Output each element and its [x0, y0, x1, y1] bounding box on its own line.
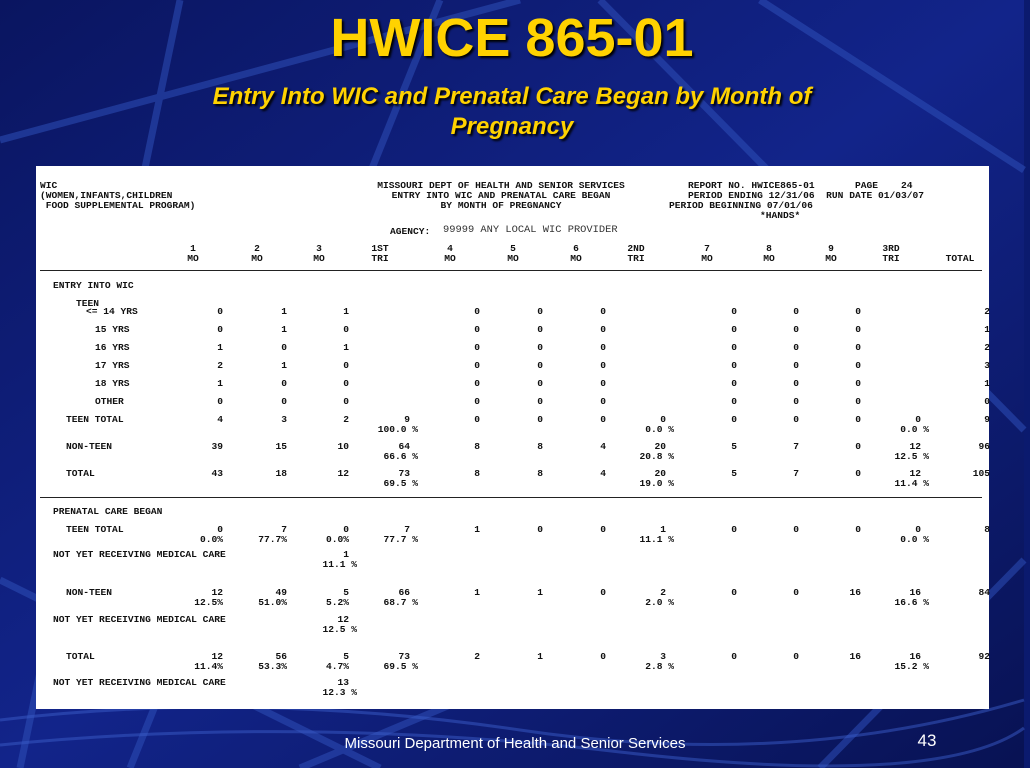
footer-organization: Missouri Department of Health and Senior Services — [344, 735, 686, 752]
table-cell-percent: 0.0 % — [645, 424, 674, 435]
table-cell: 2 — [474, 651, 480, 662]
column-header-top: 7 — [704, 243, 710, 254]
table-cell-percent: 51.0% — [258, 597, 287, 608]
table-cell: 0 — [474, 306, 480, 317]
table-cell: 0 — [600, 306, 606, 317]
table-cell: 0 — [600, 524, 606, 535]
column-header-top: 2ND — [627, 243, 645, 254]
table-cell: 0 — [855, 468, 861, 479]
header-left-line: (WOMEN,INFANTS,CHILDREN — [40, 190, 173, 201]
table-cell: 18 — [275, 468, 287, 479]
table-cell: 0 — [855, 378, 861, 389]
table-cell: 0 — [537, 306, 543, 317]
column-header-top: 2 — [254, 243, 260, 254]
table-cell: 16 — [909, 587, 921, 598]
table-cell: 5 — [731, 468, 737, 479]
table-cell: 66 — [398, 587, 410, 598]
column-header-bottom: MO — [251, 253, 263, 264]
table-cell: 0 — [474, 378, 480, 389]
column-header-bottom: MO — [187, 253, 199, 264]
table-cell: 0 — [343, 360, 349, 371]
table-cell: 3 — [660, 651, 666, 662]
table-cell: 1 — [474, 587, 480, 598]
table-cell: 0 — [731, 342, 737, 353]
table-cell: 3 — [984, 360, 990, 371]
table-cell: 8 — [474, 468, 480, 479]
column-header-top: 9 — [828, 243, 834, 254]
table-cell: 7 — [404, 524, 410, 535]
table-cell: 1 — [217, 378, 223, 389]
column-header-top: 1ST — [371, 243, 389, 254]
table-cell-percent: 0.0% — [325, 534, 349, 545]
table-cell: 0 — [793, 324, 799, 335]
table-cell-percent: 53.3% — [258, 661, 287, 672]
table-cell: 0 — [537, 414, 543, 425]
table-cell: 12 — [909, 441, 921, 452]
table-cell-percent: 69.5 % — [383, 478, 418, 489]
table-cell: 7 — [793, 441, 799, 452]
row-label: 17 YRS — [95, 360, 130, 371]
header-center-line: ENTRY INTO WIC AND PRENATAL CARE BEGAN — [391, 190, 611, 201]
slide-title: HWICE 865-01 — [330, 8, 694, 68]
table-cell: 5 — [343, 651, 349, 662]
table-cell-percent: 2.0 % — [645, 597, 674, 608]
table-cell: 13 — [337, 677, 349, 688]
header-center-line: BY MONTH OF PREGNANCY — [440, 200, 562, 211]
table-cell: 0 — [660, 414, 666, 425]
divider — [40, 270, 982, 271]
section-heading-entry: ENTRY INTO WIC — [53, 280, 134, 291]
table-cell: 5 — [343, 587, 349, 598]
table-cell: 0 — [281, 378, 287, 389]
table-cell: 2 — [984, 342, 990, 353]
table-cell: 0 — [600, 587, 606, 598]
column-header-top: 4 — [447, 243, 453, 254]
table-cell: 64 — [398, 441, 410, 452]
table-cell: 0 — [731, 396, 737, 407]
row-label: NOT YET RECEIVING MEDICAL CARE — [53, 549, 226, 560]
row-label: NON-TEEN — [66, 587, 113, 598]
table-cell-percent: 0.0 % — [900, 534, 929, 545]
section-heading-prenatal: PRENATAL CARE BEGAN — [53, 506, 163, 517]
table-cell: 0 — [793, 651, 799, 662]
table-cell-percent: 4.7% — [325, 661, 349, 672]
table-cell: 0 — [217, 306, 223, 317]
table-cell: 0 — [731, 306, 737, 317]
row-label: TOTAL — [66, 468, 95, 479]
table-cell: 1 — [984, 378, 990, 389]
table-cell: 2 — [660, 587, 666, 598]
table-cell: 0 — [600, 378, 606, 389]
row-label: TEEN TOTAL — [66, 414, 124, 425]
table-cell: 0 — [600, 360, 606, 371]
column-header-bottom: MO — [763, 253, 775, 264]
table-cell: 56 — [275, 651, 287, 662]
table-cell: 12 — [211, 587, 223, 598]
row-label: NOT YET RECEIVING MEDICAL CARE — [53, 677, 226, 688]
table-cell: 1 — [343, 306, 349, 317]
table-cell: 0 — [343, 524, 349, 535]
table-cell: 1 — [343, 342, 349, 353]
table-cell: 5 — [731, 441, 737, 452]
slide-number: 43 — [917, 731, 937, 750]
table-cell: 0 — [537, 324, 543, 335]
row-label: <= 14 YRS — [86, 306, 138, 317]
table-cell: 0 — [537, 378, 543, 389]
table-cell: 0 — [600, 396, 606, 407]
table-cell: 0 — [600, 342, 606, 353]
header-left-line: FOOD SUPPLEMENTAL PROGRAM) — [40, 200, 196, 211]
table-cell: 0 — [474, 414, 480, 425]
table-cell-percent: 11.1 % — [322, 559, 357, 570]
column-header-bottom: MO — [570, 253, 582, 264]
header-right-line: PERIOD BEGINNING 07/01/06 — [669, 200, 813, 211]
table-cell: 2 — [343, 414, 349, 425]
column-header-top: 3 — [316, 243, 322, 254]
table-cell: 39 — [211, 441, 223, 452]
column-header-bottom: MO — [825, 253, 837, 264]
table-cell: 0 — [474, 360, 480, 371]
table-cell-percent: 12.5% — [194, 597, 223, 608]
table-cell: 0 — [793, 396, 799, 407]
table-cell: 20 — [654, 468, 666, 479]
table-cell: 16 — [849, 587, 861, 598]
table-cell: 1 — [984, 324, 990, 335]
column-header-top: 3RD — [882, 243, 900, 254]
table-cell: 4 — [217, 414, 223, 425]
table-cell: 73 — [398, 651, 410, 662]
header-center-line: MISSOURI DEPT OF HEALTH AND SENIOR SERVICES — [377, 180, 625, 191]
table-cell: 73 — [398, 468, 410, 479]
table-cell-percent: 12.3 % — [322, 687, 357, 698]
report-printout — [36, 166, 989, 709]
table-cell: 0 — [731, 524, 737, 535]
table-cell: 10 — [337, 441, 349, 452]
table-cell-percent: 2.8 % — [645, 661, 674, 672]
table-cell: 1 — [281, 306, 287, 317]
header-right-line: REPORT NO. HWICE865-01 PAGE 24 — [688, 180, 913, 191]
slide-subtitle — [0, 82, 1024, 142]
table-cell: 1 — [474, 524, 480, 535]
table-cell: 16 — [909, 651, 921, 662]
table-cell-percent: 12.5 % — [322, 624, 357, 635]
table-cell: 92 — [978, 651, 990, 662]
subtitle-line-2: Pregnancy — [450, 113, 574, 140]
table-cell: 12 — [337, 468, 349, 479]
agency-value: 99999 ANY LOCAL WIC PROVIDER — [443, 224, 618, 236]
table-cell: 0 — [600, 651, 606, 662]
agency-label: AGENCY: — [390, 226, 431, 237]
table-cell-percent: 11.4% — [194, 661, 223, 672]
table-cell: 0 — [793, 414, 799, 425]
table-cell: 1 — [281, 324, 287, 335]
table-cell: 12 — [337, 614, 349, 625]
table-cell: 1 — [343, 549, 349, 560]
table-cell: 84 — [978, 587, 990, 598]
table-cell: 0 — [793, 342, 799, 353]
table-cell: 12 — [909, 468, 921, 479]
table-cell-percent: 11.4 % — [894, 478, 929, 489]
table-cell-percent: 19.0 % — [639, 478, 674, 489]
divider — [40, 497, 982, 498]
table-cell: 0 — [855, 342, 861, 353]
header-right-line: *HANDS* — [760, 210, 801, 221]
table-cell: 1 — [217, 342, 223, 353]
table-cell: 0 — [855, 414, 861, 425]
table-cell: 0 — [731, 360, 737, 371]
column-header-bottom: MO — [313, 253, 325, 264]
table-cell-percent: 66.6 % — [383, 451, 418, 462]
row-label: OTHER — [95, 396, 124, 407]
column-header-bottom: MO — [701, 253, 713, 264]
table-cell: 1 — [537, 651, 543, 662]
table-cell-percent: 20.8 % — [639, 451, 674, 462]
table-cell: 2 — [217, 360, 223, 371]
row-label: TOTAL — [66, 651, 95, 662]
table-cell: 15 — [275, 441, 287, 452]
table-cell: 8 — [537, 441, 543, 452]
table-cell: 1 — [660, 524, 666, 535]
table-cell: 16 — [849, 651, 861, 662]
table-cell-percent: 77.7 % — [383, 534, 418, 545]
table-cell: 0 — [793, 587, 799, 598]
table-cell: 9 — [404, 414, 410, 425]
column-header-top: 8 — [766, 243, 772, 254]
column-header-top: 5 — [510, 243, 516, 254]
column-header-top: 6 — [573, 243, 579, 254]
row-label: TEEN TOTAL — [66, 524, 124, 535]
column-header-top: 1 — [190, 243, 196, 254]
column-header-bottom: MO — [507, 253, 519, 264]
table-cell: 1 — [281, 360, 287, 371]
table-cell-percent: 69.5 % — [383, 661, 418, 672]
row-label: NOT YET RECEIVING MEDICAL CARE — [53, 614, 226, 625]
table-cell: 0 — [731, 414, 737, 425]
table-cell: 0 — [793, 378, 799, 389]
table-cell-percent: 77.7% — [258, 534, 287, 545]
table-cell: 0 — [855, 306, 861, 317]
table-cell: 0 — [855, 396, 861, 407]
column-header-bottom: TOTAL — [945, 253, 975, 264]
table-cell: 0 — [855, 360, 861, 371]
row-label: NON-TEEN — [66, 441, 113, 452]
table-cell: 7 — [281, 524, 287, 535]
table-cell: 0 — [731, 378, 737, 389]
table-cell-percent: 15.2 % — [894, 661, 929, 672]
table-cell-percent: 0.0% — [199, 534, 223, 545]
table-cell: 0 — [217, 396, 223, 407]
table-cell: 9 — [984, 414, 990, 425]
table-cell: 12 — [211, 651, 223, 662]
table-cell: 4 — [600, 468, 606, 479]
table-cell: 0 — [537, 396, 543, 407]
table-cell: 0 — [600, 414, 606, 425]
table-cell: 96 — [978, 441, 990, 452]
table-cell: 43 — [211, 468, 223, 479]
table-cell: 0 — [984, 396, 990, 407]
table-cell: 0 — [731, 587, 737, 598]
table-cell: 8 — [537, 468, 543, 479]
table-cell: 105 — [972, 468, 990, 479]
table-cell: 0 — [537, 342, 543, 353]
table-cell: 0 — [855, 441, 861, 452]
row-label: 16 YRS — [95, 342, 130, 353]
header-left-line: WIC — [40, 180, 58, 191]
table-cell: 0 — [793, 306, 799, 317]
table-cell-percent: 5.2% — [325, 597, 349, 608]
table-cell: 0 — [793, 524, 799, 535]
table-cell: 49 — [275, 587, 287, 598]
table-cell: 0 — [474, 396, 480, 407]
table-cell: 0 — [537, 360, 543, 371]
table-cell-percent: 100.0 % — [377, 424, 418, 435]
table-cell: 0 — [217, 524, 223, 535]
header-right-line: PERIOD ENDING 12/31/06 RUN DATE 01/03/07 — [688, 190, 925, 201]
table-cell-percent: 11.1 % — [639, 534, 674, 545]
table-cell: 0 — [281, 342, 287, 353]
table-cell: 0 — [731, 324, 737, 335]
subtitle-line-1: Entry Into WIC and Prenatal Care Began by Month of — [212, 83, 812, 110]
table-cell: 1 — [537, 587, 543, 598]
column-header-bottom: MO — [444, 253, 456, 264]
table-cell-percent: 12.5 % — [894, 451, 929, 462]
table-cell: 0 — [343, 396, 349, 407]
table-cell: 2 — [984, 306, 990, 317]
row-label: 18 YRS — [95, 378, 130, 389]
table-cell: 0 — [343, 324, 349, 335]
table-cell: 0 — [343, 378, 349, 389]
group-label-teen: TEEN — [76, 298, 100, 309]
table-cell: 0 — [855, 324, 861, 335]
table-cell: 0 — [537, 524, 543, 535]
column-header-bottom: TRI — [882, 253, 900, 264]
table-cell: 0 — [915, 524, 921, 535]
table-cell-percent: 0.0 % — [900, 424, 929, 435]
table-cell: 0 — [731, 651, 737, 662]
table-cell: 0 — [600, 324, 606, 335]
table-cell-percent: 68.7 % — [383, 597, 418, 608]
table-cell: 0 — [281, 396, 287, 407]
table-cell: 3 — [281, 414, 287, 425]
table-cell: 4 — [600, 441, 606, 452]
column-header-bottom: TRI — [371, 253, 389, 264]
column-header-bottom: TRI — [627, 253, 645, 264]
table-cell: 0 — [855, 524, 861, 535]
table-cell-percent: 16.6 % — [894, 597, 929, 608]
table-cell: 8 — [474, 441, 480, 452]
table-cell: 20 — [654, 441, 666, 452]
table-cell: 0 — [915, 414, 921, 425]
table-cell: 0 — [217, 324, 223, 335]
table-cell: 0 — [793, 360, 799, 371]
table-cell: 0 — [474, 342, 480, 353]
table-cell: 8 — [984, 524, 990, 535]
row-label: 15 YRS — [95, 324, 130, 335]
table-cell: 7 — [793, 468, 799, 479]
table-cell: 0 — [474, 324, 480, 335]
